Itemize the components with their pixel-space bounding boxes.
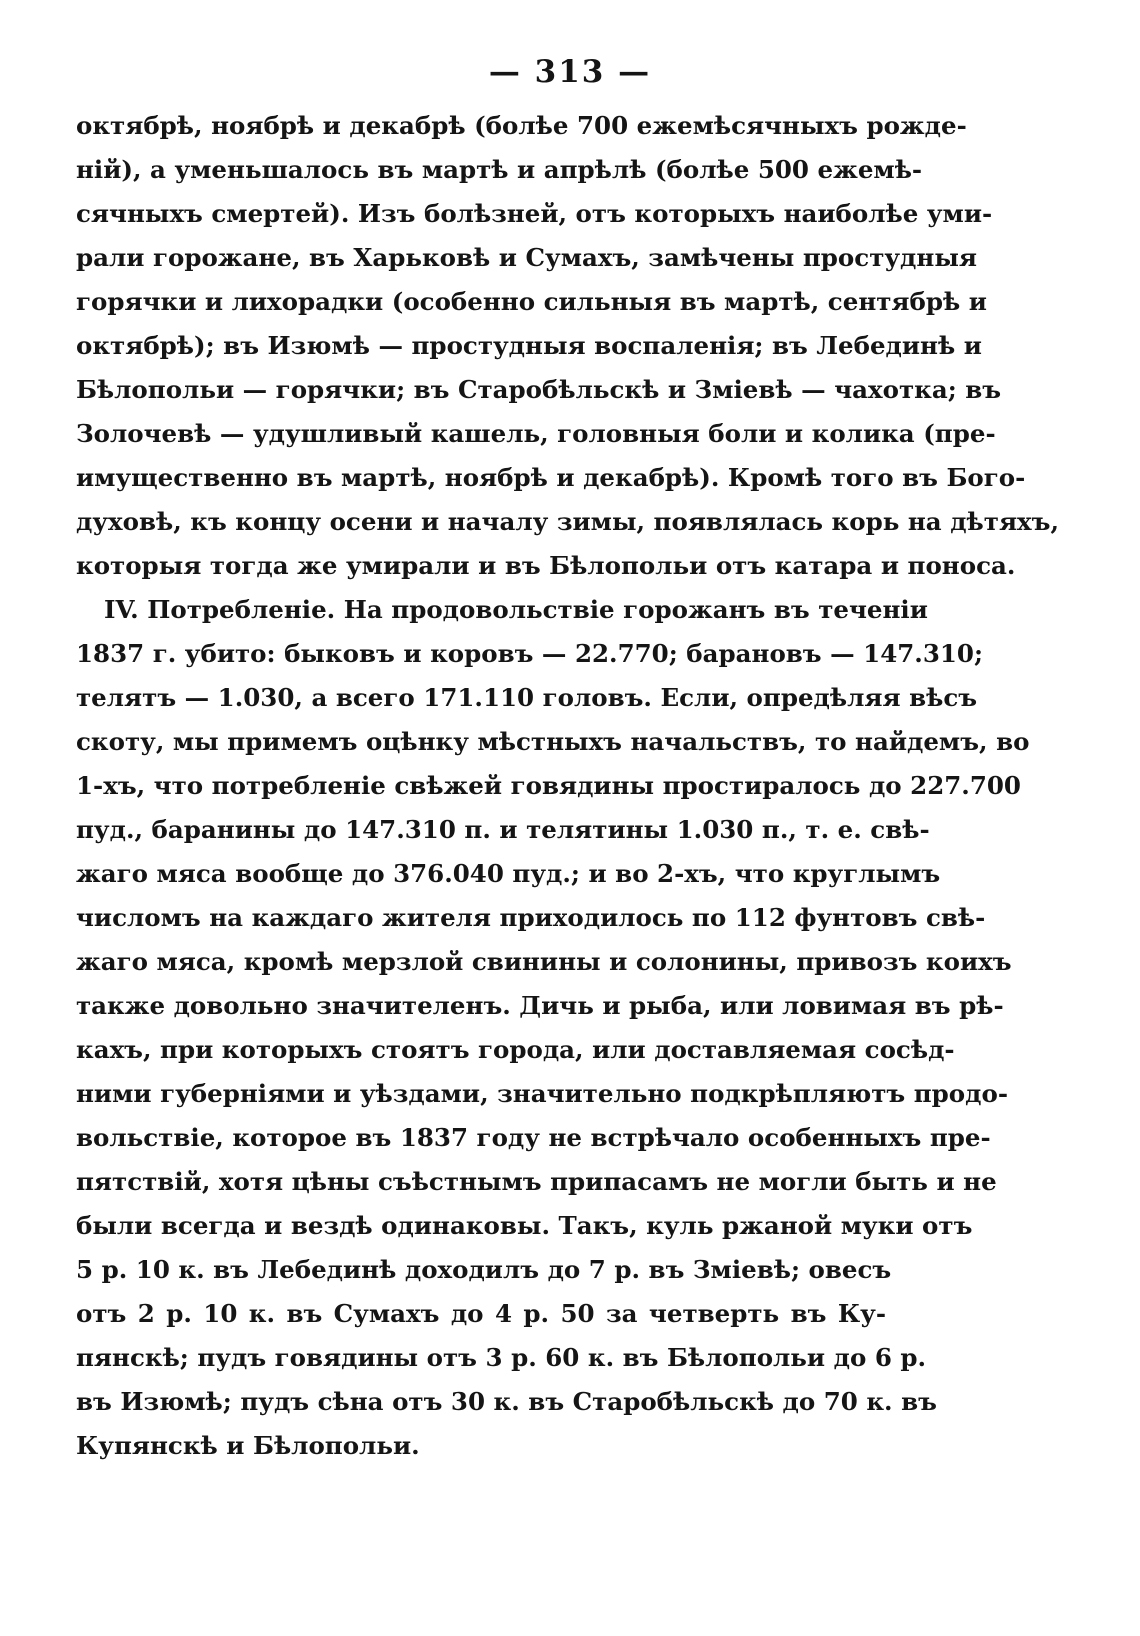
text-line-23: ними губерніями и уѣздами, значительно подкрѣпляютъ продо- [76, 1079, 1008, 1108]
text-line-17: пуд., баранины до 147.310 п. и телятины 1.030 п., т. е. свѣ- [76, 815, 930, 844]
text-line-10: духовѣ, къ концу осени и началу зимы, появлялась корь на дѣтяхъ, [76, 507, 1059, 536]
text-line-9: имущественно въ мартѣ, ноябрѣ и декабрѣ). Кромѣ того въ Бого- [76, 463, 1026, 492]
text-line-31: Купянскѣ и Бѣлопольи. [76, 1431, 420, 1460]
text-line-13: 1837 г. убито: быковъ и коровъ — 22.770; барановъ — 147.310; [76, 639, 984, 668]
text-line-14: телятъ — 1.030, а всего 171.110 головъ. Если, опредѣляя вѣсъ [76, 683, 978, 712]
text-line-18: жаго мяса вообще до 376.040 пуд.; и во 2-хъ, что круглымъ [76, 859, 941, 888]
text-line-3: сячныхъ смертей). Изъ болѣзней, отъ которыхъ наиболѣе уми- [76, 199, 993, 228]
text-line-26: были всегда и вездѣ одинаковы. Такъ, куль ржаной муки отъ [76, 1211, 973, 1240]
body-text [76, 104, 1059, 1468]
text-line-24: вольствіе, которое въ 1837 году не встрѣчало особенныхъ пре- [76, 1123, 991, 1152]
text-line-5: горячки и лихорадки (особенно сильныя въ мартѣ, сентябрѣ и [76, 287, 987, 316]
page-number: — 313 — [488, 54, 652, 90]
text-line-7: Бѣлопольи — горячки; въ Старобѣльскѣ и Змiевѣ — чахотка; въ [76, 375, 1002, 404]
text-line-21: также довольно значителенъ. Дичь и рыба, или ловимая въ рѣ- [76, 991, 1004, 1020]
section-heading-line: IV. Потребленіе. На продовольствіе горожанъ въ теченіи [104, 595, 928, 624]
text-line-15: скоту, мы примемъ оцѣнку мѣстныхъ начальствъ, то найдемъ, во [76, 727, 1030, 756]
text-line-22: кахъ, при которыхъ стоятъ города, или доставляемая сосѣд- [76, 1035, 955, 1064]
text-line-25: пятствій, хотя цѣны съѣстнымъ припасамъ не могли быть и не [76, 1167, 997, 1196]
text-line-30: въ Изюмѣ; пудъ сѣна отъ 30 к. въ Старобѣльскѣ до 70 к. въ [76, 1387, 937, 1416]
text-line-27: 5 р. 10 к. въ Лебединѣ доходилъ до 7 р. въ Змiевѣ; овесъ [76, 1255, 892, 1284]
text-line-29: пянскѣ; пудъ говядины отъ 3 р. 60 к. въ Бѣлопольи до 6 р. [76, 1343, 927, 1372]
text-line-28: отъ 2 р. 10 к. въ Сумахъ до 4 р. 50 за четверть въ Ку- [76, 1299, 886, 1328]
text-line-16: 1-хъ, что потребленіе свѣжей говядины простиралось до 227.700 [76, 771, 1021, 800]
text-line-19: числомъ на каждаго жителя приходилось по 112 фунтовъ свѣ- [76, 903, 986, 932]
text-line-4: рали горожане, въ Харьковѣ и Сумахъ, замѣчены простудныя [76, 243, 977, 272]
text-line-11: которыя тогда же умирали и въ Бѣлопольи отъ катара и поноса. [76, 551, 1016, 580]
text-line-20: жаго мяса, кромѣ мерзлой свинины и солонины, привозъ коихъ [76, 947, 1012, 976]
text-line-1: октябрѣ, ноябрѣ и декабрѣ (болѣе 700 ежемѣсячныхъ рожде- [76, 111, 967, 140]
text-line-6: октябрѣ); въ Изюмѣ — простудныя воспаленія; въ Лебединѣ и [76, 331, 982, 360]
text-line-2: ній), а уменьшалось въ мартѣ и апрѣлѣ (болѣе 500 ежемѣ- [76, 155, 923, 184]
text-line-8: Золочевѣ — удушливый кашель, головныя боли и колика (пре- [76, 419, 996, 448]
